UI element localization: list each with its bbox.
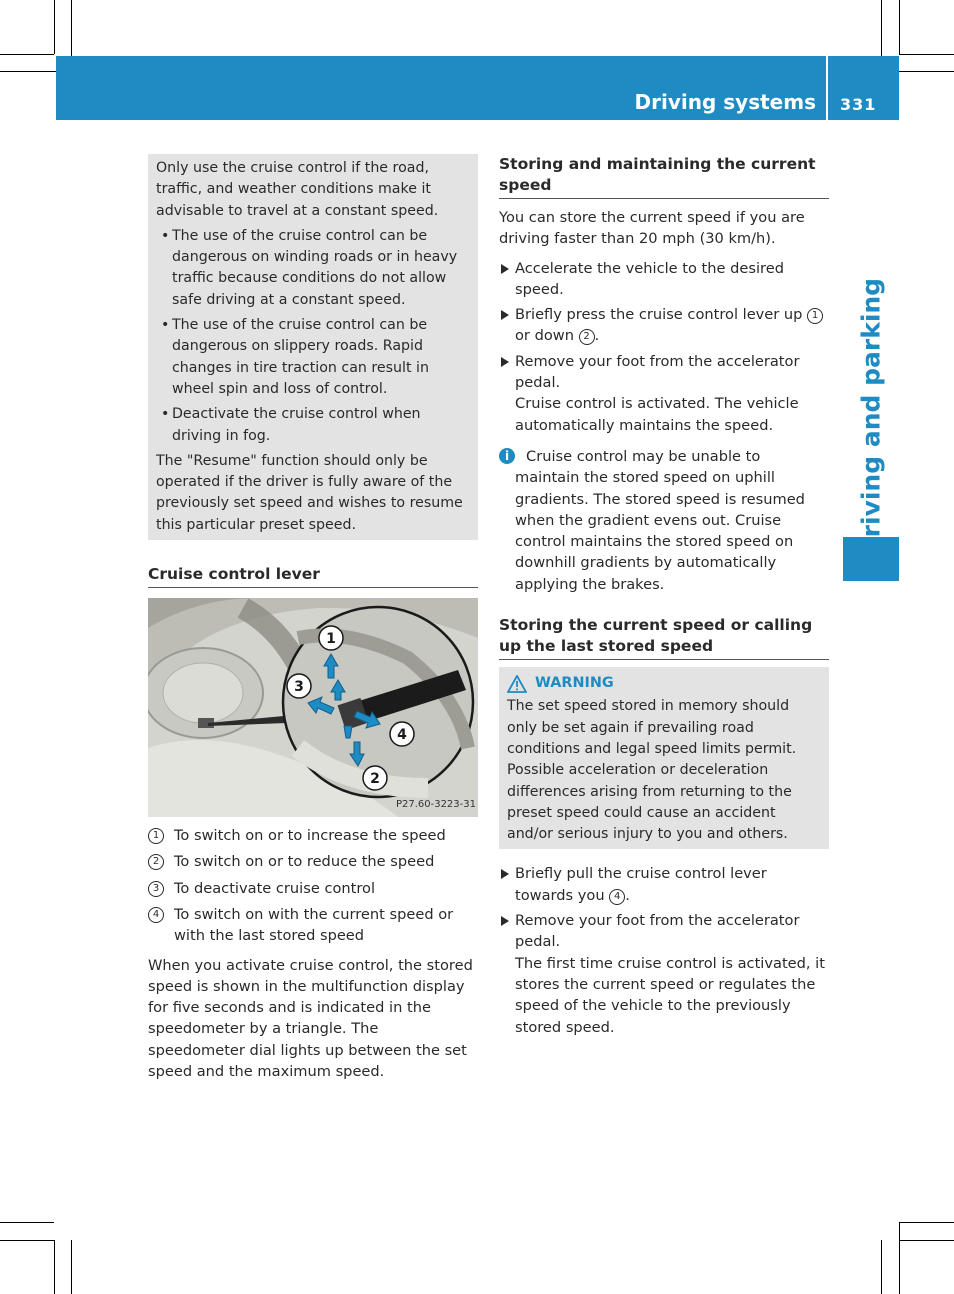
legend-text: To deactivate cruise control [174,879,376,897]
inline-num: 4 [609,889,625,905]
right-column [499,154,829,1042]
header-divider [826,56,828,120]
note-outro: The "Resume" function should only be operated if the driver is fully aware of the previously set speed and wishes to resume this particular preset speed. [156,452,463,533]
section-title: Driving systems [634,90,816,114]
lever-illustration [148,598,478,817]
step-text: Briefly pull the cruise control lever towards you [515,865,767,904]
calling-heading: Storing the current speed or calling up the last stored speed [499,615,829,660]
info-icon: i [499,448,515,464]
legend-num: 4 [148,907,164,923]
warning-box [499,667,829,849]
info-text: Cruise control may be unable to maintain the stored speed on uphill gradients. The stored speed is resumed when the gradient evens out. Cruise control maintains the stored speed on downhill gradients by automatically applying the brakes. [515,447,805,593]
step-text: Remove your foot from the accelerator pedal. [515,912,800,951]
note-bullet-list [156,226,470,447]
step-item: Briefly press the cruise control lever up 1 or down 2 . [499,304,829,347]
legend-text: To switch on or to reduce the speed [174,853,435,871]
note-bullet: • The use of the cruise control can be dangerous on winding roads or in heavy traffic because conditions do not allow safe driving at a constant speed. [156,226,470,311]
inline-num: 2 [579,329,595,345]
note-bullet: • The use of the cruise control can be dangerous on slippery roads. Rapid changes in tire traction can result in wheel spin and loss of control. [156,315,470,400]
warning-icon [507,675,527,693]
warning-title: WARNING [535,675,614,692]
step-text: Remove your foot from the accelerator pedal. [515,352,800,392]
legend-num: 2 [148,854,164,870]
legend-item [148,851,478,872]
step-item: Briefly pull the cruise control lever towards you 4 . [499,863,829,906]
callout-2: 2 [370,771,380,788]
info-note [499,446,829,595]
step-item [499,910,829,1038]
legend-num: 1 [148,828,164,844]
left-column [148,154,478,1082]
storing-heading: Storing and maintaining the current speed [499,154,829,199]
inline-num: 1 [807,308,823,324]
lever-heading: Cruise control lever [148,564,478,588]
legend-item [148,904,478,947]
legend-num: 3 [148,881,164,897]
figure-code: P27.60-3223-31 [395,798,476,810]
note-bullet: • Deactivate the cruise control when driving in fog. [156,404,470,447]
step-item [499,351,829,436]
safety-note-box [148,154,478,540]
legend-item [148,878,478,899]
callout-1: 1 [326,631,336,648]
step-text: or down [515,327,574,345]
callout-3: 3 [294,679,304,696]
cruise-control-lever-figure [148,598,478,817]
step-result: The first time cruise control is activated, it stores the current speed or regulates the speed of the vehicle to the previously stored speed. [515,954,825,1036]
legend-text: To switch on with the current speed or with the last stored speed [174,905,454,945]
storing-intro: You can store the current speed if you are driving faster than 20 mph (30 km/h). [499,209,805,248]
storing-steps [499,258,829,436]
warning-header [507,673,821,694]
step-text: Briefly press the cruise control lever up [515,306,803,324]
page-number: 331 [840,95,877,114]
calling-steps [499,863,829,1037]
legend-list [148,825,478,946]
activate-paragraph: When you activate cruise control, the stored speed is shown in the multifunction display for five seconds and is indicated in the speedometer by a triangle. The speedometer dial lights up between the set speed and the maximum speed. [148,956,473,1081]
step-result: Cruise control is activated. The vehicle automatically maintains the speed. [515,395,799,434]
step-item: Accelerate the vehicle to the desired speed. [499,258,829,301]
note-intro: Only use the cruise control if the road, traffic, and weather conditions make it advisable to travel at a constant speed. [156,160,439,219]
callout-4: 4 [397,727,407,744]
side-tab-label: Driving and parking [856,277,886,559]
warning-text: The set speed stored in memory should only be set again if prevailing road conditions and legal speed limits permit. Possible acceleration or deceleration differences arising from returning to the preset speed could cause an accident and/or serious injury to you and others. [507,698,797,843]
legend-item [148,825,478,846]
legend-text: To switch on or to increase the speed [174,827,446,845]
